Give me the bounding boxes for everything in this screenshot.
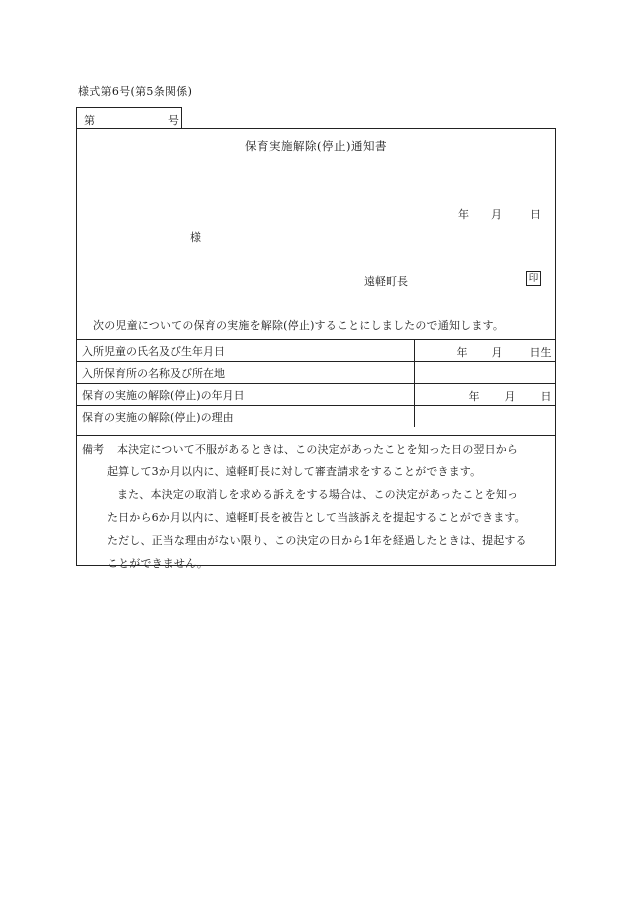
addressee-honorific: 様 (190, 231, 201, 244)
row-label-nursery-name-address: 入所保育所の名称及び所在地 (77, 362, 414, 384)
remarks-heading: 備考 (82, 443, 105, 456)
number-suffix: 号 (168, 114, 179, 127)
termination-date-field[interactable] (414, 384, 555, 406)
termination-day-unit: 日 (540, 390, 552, 403)
termination-year-unit: 年 (468, 390, 480, 403)
remarks-section (77, 435, 555, 570)
issue-date-day: 日 (530, 208, 541, 221)
nursery-field[interactable] (414, 362, 555, 384)
table-row (77, 340, 555, 362)
table-row (77, 384, 555, 406)
notice-statement: 次の児童についての保育の実施を解除(停止)することにしましたので通知します。 (93, 319, 505, 332)
table-row (77, 362, 555, 384)
remarks-line: 本決定について不服があるときは、この決定があったことを知った日の翌日から (117, 443, 519, 456)
number-prefix: 第 (84, 114, 95, 127)
termination-month-unit: 月 (504, 390, 516, 403)
table-row (77, 406, 555, 428)
row-label-termination-reason: 保育の実施の解除(停止)の理由 (77, 406, 414, 428)
remarks-line: 起算して3か月以内に、遠軽町長に対して審査請求をすることができます。 (107, 465, 482, 478)
birth-day-unit: 日生 (529, 346, 552, 359)
row-label-child-name-birthdate: 入所児童の氏名及び生年月日 (77, 340, 414, 362)
form-reference: 様式第6号(第5条関係) (78, 85, 193, 98)
document-number-box (76, 107, 182, 128)
remarks-line: また、本決定の取消しを求める訴えをする場合は、この決定があったことを知っ (117, 488, 519, 501)
issuer-name: 遠軽町長 (364, 275, 408, 288)
form-title: 保育実施解除(停止)通知書 (245, 139, 387, 153)
remarks-line: ことができません。 (107, 557, 209, 570)
seal-mark: 印 (526, 271, 541, 286)
remarks-line: た日から6か月以内に、遠軽町長を被告として当該訴えを提起することができます。 (107, 511, 526, 524)
birth-year-unit: 年 (456, 346, 468, 359)
row-label-termination-date: 保育の実施の解除(停止)の年月日 (77, 384, 414, 406)
issue-date-month: 月 (491, 208, 502, 221)
birthdate-field[interactable] (414, 340, 555, 362)
remarks-line: ただし、正当な理由がない限り、この決定の日から1年を経過したときは、提起する (107, 534, 527, 547)
reason-field[interactable] (414, 406, 555, 428)
birth-month-unit: 月 (491, 346, 503, 359)
child-info-table (77, 339, 555, 427)
notice-form (76, 128, 556, 570)
issue-date-year: 年 (458, 208, 469, 221)
